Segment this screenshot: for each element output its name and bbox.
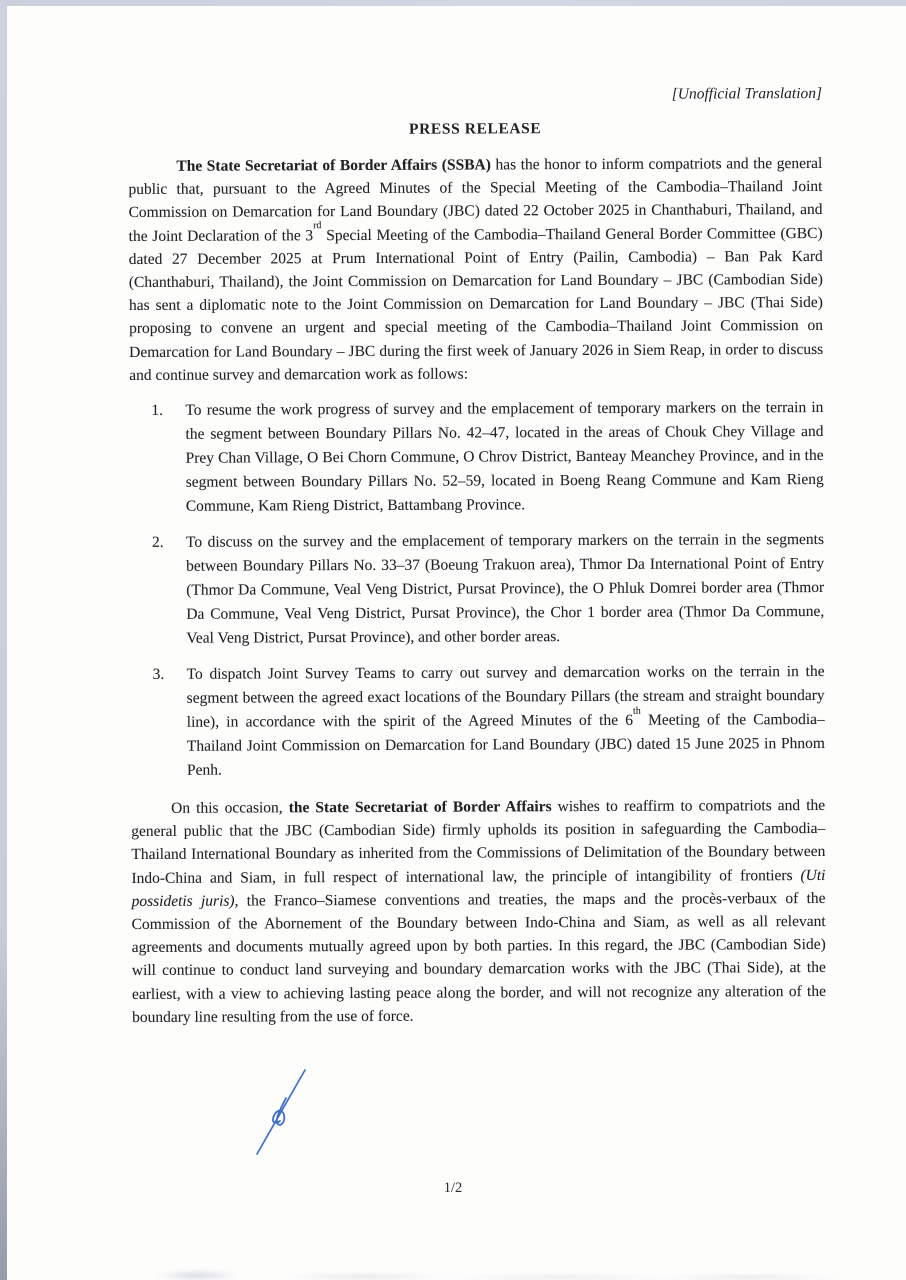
list-item xyxy=(129,396,824,519)
scan-edge-top xyxy=(0,0,906,6)
page-number: 1/2 xyxy=(443,1180,463,1196)
list-item-number: 1. xyxy=(151,401,164,419)
page-title: PRESS RELEASE xyxy=(409,120,542,138)
list-item xyxy=(131,660,826,783)
list-item-text: To dispatch Joint Survey Teams to carry out survey and demarcation works on the terrain in the segment between the agreed exact locations of the Boundary Pillars (the stream and straight boundary line), in accordance with the spirit of the Agreed Minutes of the 6th Meeting of the Cambodia–Thailand Joint Commission on Demarcation for Land Boundary (JBC) dated 15 June 2025 in Phnom Penh. xyxy=(186,662,825,779)
list-item-text: To discuss on the survey and the emplacement of temporary markers on the terrain in the segments between Boundary Pillars No. 33–37 (Boeung Trakuon area), Thmor Da International Point of Entry (Thmor Da Commune, Veal Veng District, Pursat Province), the O Phluk Domrei border area (Thmor Da Commune, Veal Veng District, Pursat Province), the Chor 1 border area (Thmor Da Commune, Veal Veng District, Pursat Province), and other border areas. xyxy=(185,530,825,647)
scan-edge-left xyxy=(0,0,7,1280)
closing-paragraph: On this occasion, the State Secretariat of Border Affairs wishes to reaffirm to compatriots and the general public that the JBC (Cambodian Side) firmly upholds its position in safeguarding the Cambodia–Thailand International Boundary as inherited from the Commissions of Delimitation of the Boundary between Indo-China and Siam, in full respect of international law, the principle of intangibility of frontiers (Uti possidetis juris), the Franco–Siamese conventions and treaties, the maps and the procès-verbaux of the Commission of the Abornement of the Boundary between Indo-China and Siam, as well as all relevant agreements and documents mutually agreed upon by both parties. In this regard, the JBC (Cambodian Side) will continue to conduct land surveying and boundary demarcation works with the JBC (Thai Side), at the earliest, with a view to achieving lasting peace along the border, and will not recognize any alteration of the boundary line resulting from the use of force. xyxy=(131,796,826,1026)
translation-note: [Unofficial Translation] xyxy=(671,84,823,103)
numbered-list xyxy=(129,396,825,783)
document-body xyxy=(128,85,826,1029)
next-page-ghosting xyxy=(110,1265,836,1280)
list-item-number: 3. xyxy=(152,665,165,683)
list-item-text: To resume the work progress of survey and the emplacement of temporary markers on the terrain in the segment between Boundary Pillars No. 42–47, located in the areas of Chouk Chey Village and Prey Chan Village, O Bei Chorn Commune, O Chrov District, Banteay Meanchey Province, and in the segment between Boundary Pillars No. 52–59, located in Boeng Reang Commune and Kam Rieng Commune, Kam Rieng District, Battambang Province. xyxy=(185,399,824,515)
list-item-number: 2. xyxy=(151,533,164,551)
intro-paragraph: The State Secretariat of Border Affairs (SSBA) has the honor to inform compatriots and the general public that, pursuant to the Agreed Minutes of the Special Meeting of the Cambodia–Thailand Joint Commission on Demarcation for Land Boundary (JBC) dated 22 October 2025 in Chanthaburi, Thailand, and the Joint Declaration of the 3rd Special Meeting of the Cambodia–Thailand General Border Committee (GBC) dated 27 December 2025 at Prum International Point of Entry (Pailin, Cambodia) – Ban Pak Kard (Chanthaburi, Thailand), the Joint Commission on Demarcation for Land Boundary – JBC (Cambodian Side) has sent a diplomatic note to the Joint Commission on Demarcation for Land Boundary – JBC (Thai Side) proposing to convene an urgent and special meeting of the Cambodia–Thailand Joint Commission on Demarcation for Land Boundary – JBC during the first week of January 2026 in Siem Reap, in order to discuss and continue survey and demarcation work as follows: xyxy=(128,154,824,384)
list-item xyxy=(130,528,825,651)
handwritten-initial-signature xyxy=(250,1062,320,1158)
